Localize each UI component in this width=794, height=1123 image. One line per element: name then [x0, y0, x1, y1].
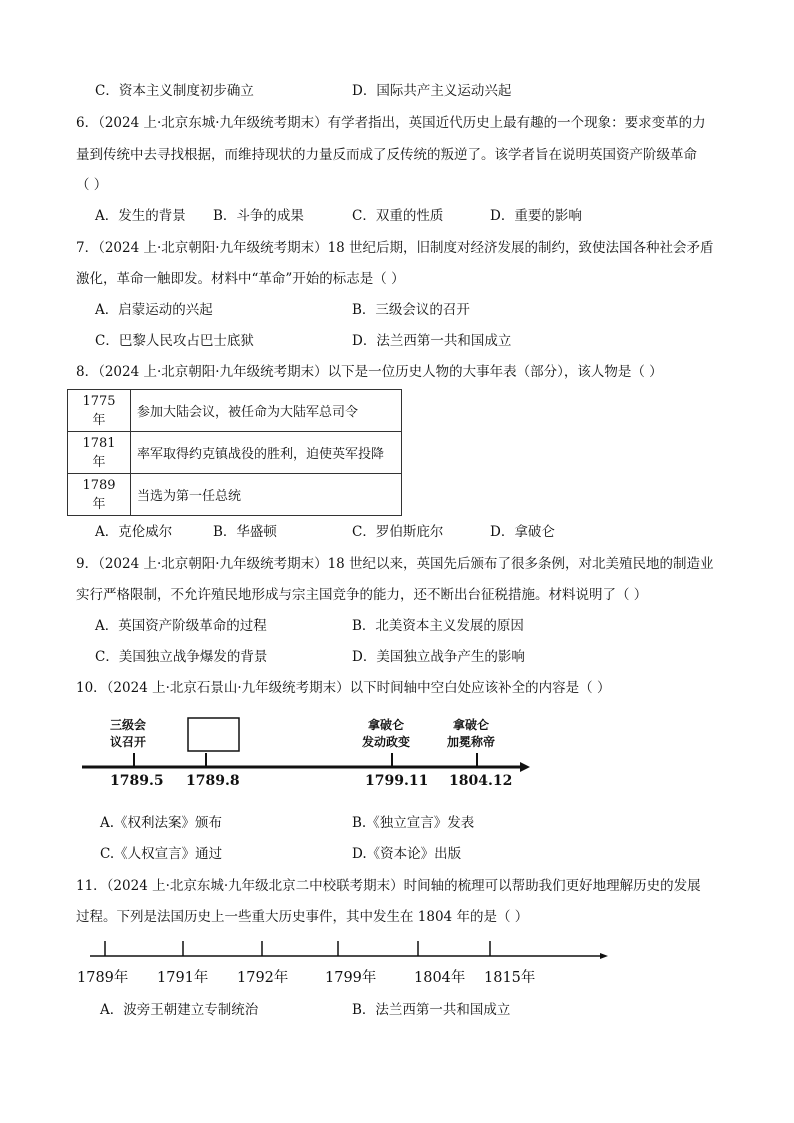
q10-stem-line1: 10．（2024 上·北京石景山·九年级统考期末）以下时间轴中空白处应该补全的内容是（ ） [76, 680, 611, 696]
q6-stem-line1: 6．（2024 上·北京东城·九年级统考期末）有学者指出，英国近代历史上最有趣的一个现象：要求变革的力 [76, 115, 706, 131]
q10-option-d: D.《资本论》出版 [352, 846, 462, 862]
q10-option-c: C.《人权宣言》通过 [100, 846, 223, 862]
q6-option-d: D．重要的影响 [490, 208, 582, 224]
q7-option-c: C．巴黎人民攻占巴士底狱 [95, 333, 254, 349]
q6-option-c: C．双重的性质 [352, 208, 444, 224]
q10-option-b: B.《独立宣言》发表 [352, 815, 475, 831]
q9-option-c: C．美国独立战争爆发的背景 [95, 649, 268, 665]
q11-stem-line1: 11．（2024 上·北京东城·九年级北京二中校联考期末）时间轴的梳理可以帮助我们更好地理解历史的发展 [76, 878, 701, 894]
table-event-cell: 参加大陆会议，被任命为大陆军总司令 [131, 390, 402, 432]
timeline-label-coup: 拿破仑 发动政变 [362, 718, 411, 749]
q5-option-d: D．国际共产主义运动兴起 [352, 83, 512, 99]
q7-stem-line2: 激化，革命一触即发。材料中“革命”开始的标志是（ ） [76, 271, 405, 287]
q11-option-b: B．法兰西第一共和国成立 [352, 1002, 511, 1018]
timeline-year: 1789.5 [110, 773, 164, 789]
q8-option-c: C．罗伯斯庇尔 [352, 524, 444, 540]
table-row [68, 390, 402, 432]
table-year-cell: 1789 年 [68, 474, 131, 516]
table-event-cell: 当选为第一任总统 [131, 474, 402, 516]
q9-option-d: D．美国独立战争产生的影响 [352, 649, 525, 665]
q7-option-d: D．法兰西第一共和国成立 [352, 333, 512, 349]
q9-option-a: A．英国资产阶级革命的过程 [95, 618, 267, 634]
q11-stem-line2: 过程。下列是法国历史上一些重大历史事件，其中发生在 1804 年的是（ ） [76, 909, 529, 925]
table-row [68, 474, 402, 516]
timeline-year: 1789年 [77, 970, 129, 986]
timeline-year: 1815年 [484, 970, 536, 986]
q5-option-c: C．资本主义制度初步确立 [95, 83, 254, 99]
q6-option-b: B．斗争的成果 [213, 208, 304, 224]
q9-option-b: B．北美资本主义发展的原因 [352, 618, 524, 634]
q9-stem-line2: 实行严格限制，不允许殖民地形成与宗主国竞争的能力，还不断出台征税措施。材料说明了（ ） [76, 587, 648, 603]
q8-option-a: A．克伦威尔 [95, 524, 173, 540]
timeline-year: 1804.12 [449, 773, 513, 789]
q6-stem-line2: 量到传统中去寻找根据，而维持现状的力量反而成了反传统的叛逆了。该学者旨在说明英国资产阶级革命 [76, 147, 697, 163]
table-row [68, 432, 402, 474]
timeline-year: 1791年 [157, 970, 209, 986]
q8-event-table [67, 389, 402, 516]
table-year-cell: 1781 年 [68, 432, 131, 474]
timeline-year: 1792年 [237, 970, 289, 986]
q9-stem-line1: 9．（2024 上·北京朝阳·九年级统考期末）18 世纪以来，英国先后颁布了很多条例，对北美殖民地的制造业 [76, 556, 714, 572]
q7-option-a: A．启蒙运动的兴起 [95, 302, 213, 318]
timeline-label-coronation: 拿破仑 加冕称帝 [447, 718, 496, 749]
q7-option-b: B．三级会议的召开 [352, 302, 470, 318]
timeline-year: 1799.11 [365, 773, 429, 789]
q8-option-b: B．华盛顿 [213, 524, 277, 540]
q6-option-a: A．发生的背景 [95, 208, 186, 224]
table-year-cell: 1775 年 [68, 390, 131, 432]
timeline-year: 1804年 [414, 970, 466, 986]
q7-stem-line1: 7．（2024 上·北京朝阳·九年级统考期末）18 世纪后期，旧制度对经济发展的制约，致使法国各种社会矛盾 [76, 240, 714, 256]
q6-stem-line3: （ ） [76, 177, 108, 193]
table-event-cell: 率军取得约克镇战役的胜利，迫使英军投降 [131, 432, 402, 474]
q8-stem-line1: 8．（2024 上·北京朝阳·九年级统考期末）以下是一位历史人物的大事年表（部分），该人物是（ ） [76, 364, 663, 380]
timeline-label-estates-general: 三级会 议召开 [110, 718, 147, 749]
q11-option-a: A．波旁王朝建立专制统治 [100, 1002, 259, 1018]
timeline-year: 1799年 [325, 970, 377, 986]
q8-option-d: D．拿破仑 [490, 524, 555, 540]
q10-option-a: A.《权利法案》颁布 [100, 815, 223, 831]
timeline-year: 1789.8 [186, 773, 240, 789]
